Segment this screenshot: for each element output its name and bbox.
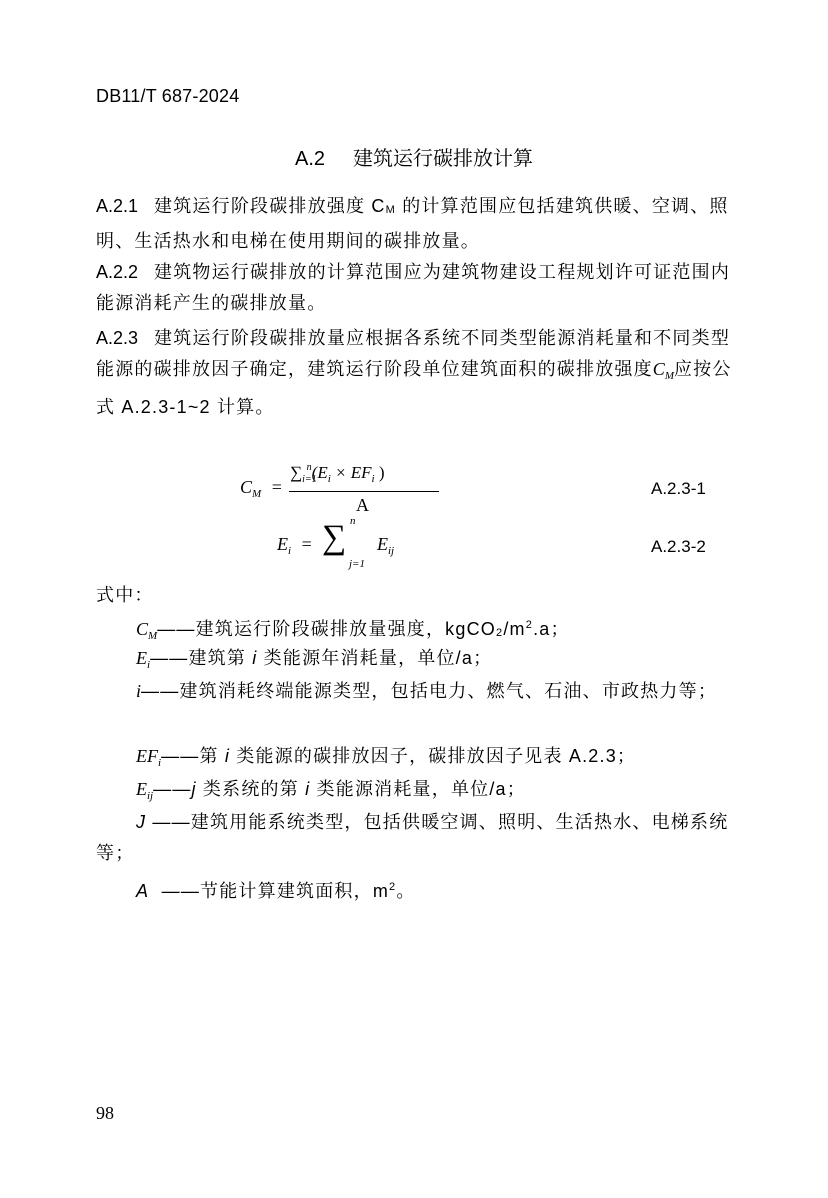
equation-label: A.2.3-1 xyxy=(651,479,706,498)
sum-sign: ∑ xyxy=(322,519,347,556)
clause-a-2-1 xyxy=(96,191,736,257)
clause-text: 应按公式 A.2.3-1~2 计算。 xyxy=(96,359,732,417)
formula-numerator: $\sum_{i=1}^n(E_i \times EF_i$ ) xyxy=(290,462,385,485)
symbol-cm: $C_M$ xyxy=(652,359,674,382)
where-label: 式中： xyxy=(96,585,154,605)
sum-sign: ∑ xyxy=(290,463,303,482)
clause-text: 建筑运行阶段碳排放强度 C xyxy=(154,196,386,216)
formula-lhs: $C_M$ = xyxy=(240,477,282,500)
formula-body: $E_{ij}$ xyxy=(377,534,395,557)
sum-lower: j=1 xyxy=(349,558,365,570)
clause-a-2-2 xyxy=(96,257,736,319)
section-number: A.2 xyxy=(294,148,326,170)
document-code: DB11/T 687-2024 xyxy=(96,86,240,106)
clause-a-2-3 xyxy=(96,323,736,423)
page-number: 98 xyxy=(96,1103,114,1123)
section-heading xyxy=(0,142,828,171)
formula-denominator: A xyxy=(356,495,369,515)
definition-ei: $E_i——$建筑第 i 类能源年消耗量，单位/a； xyxy=(136,648,493,671)
definition-cm: $C_M——$建筑运行阶段碳排放量强度，$kgCO2/m^2.a$； xyxy=(136,619,570,642)
formula-lhs: $E_i$ = xyxy=(277,534,312,557)
definition-a: A ——节能计算建筑面积，$m^2$。 xyxy=(136,881,416,901)
sum-upper: n xyxy=(350,515,356,527)
clause-text: 的计算范围应包括建筑供暖、空调、照明、生活热水和电梯在使用期间的碳排放量。 xyxy=(96,196,729,251)
equation-label: A.2.3-2 xyxy=(651,537,706,556)
section-title: 建筑运行碳排放计算 xyxy=(353,148,534,170)
definition-j: J ——建筑用能系统类型，包括供暖空调、照明、生活热水、电梯系统等； xyxy=(96,812,729,863)
clause-number: A.2.1 xyxy=(96,196,139,216)
clause-number: A.2.2 xyxy=(96,262,139,282)
fraction-bar xyxy=(289,491,439,492)
clause-text: 建筑物运行碳排放的计算范围应为建筑物建设工程规划许可证范围内能源消耗产生的碳排放量。 xyxy=(96,262,731,313)
definition-efi: $EF_i——$第 i 类能源的碳排放因子，碳排放因子见表 A.2.3； xyxy=(136,746,637,769)
subscript: M xyxy=(385,204,397,216)
definition-eij: $E_{ij}——j$ 类系统的第 i 类能源消耗量，单位/a； xyxy=(136,779,526,802)
clause-number: A.2.3 xyxy=(96,328,139,348)
definition-i: i——建筑消耗终端能源类型，包括电力、燃气、石油、市政热力等； xyxy=(136,681,718,701)
clause-text: 建筑运行阶段碳排放量应根据各系统不同类型能源消耗量和不同类型能源的碳排放因子确定，建筑运行阶段单位建筑面积的碳排放强度 xyxy=(96,328,731,379)
